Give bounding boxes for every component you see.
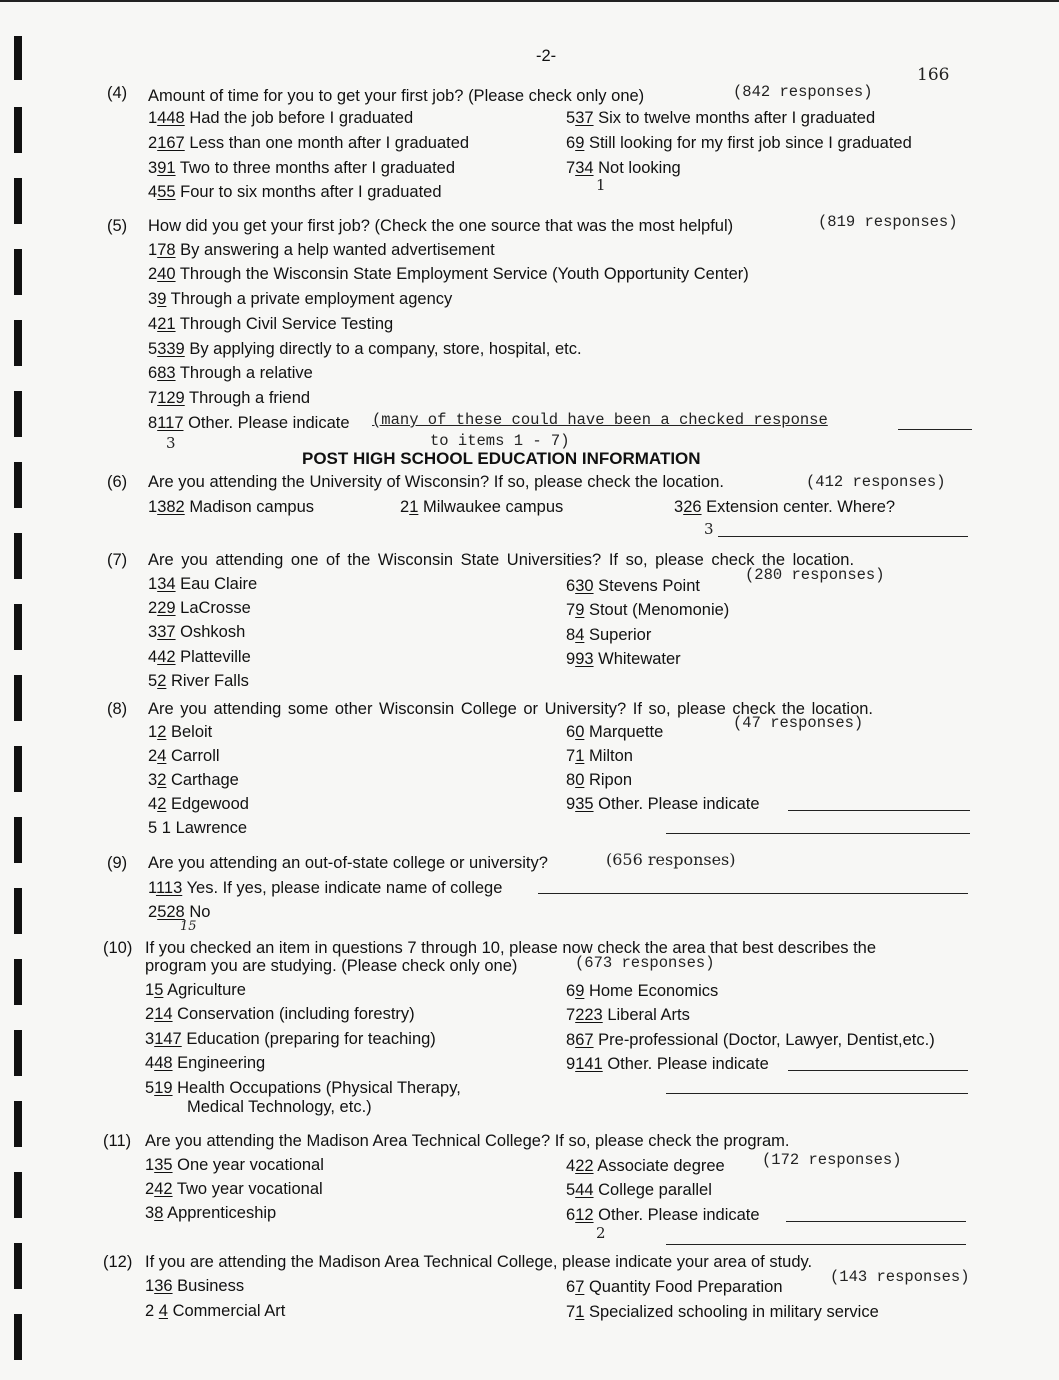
binding-mark (14, 675, 22, 721)
answer-line (666, 1244, 966, 1245)
answer-line (788, 1070, 968, 1071)
q11-responses: (172 responses) (762, 1151, 902, 1169)
q9-option: 1113 Yes. If yes, please indicate name of college (148, 879, 503, 897)
q5-option: 421 Through Civil Service Testing (148, 315, 394, 333)
q4-option: 69 Still looking for my first job since I graduated (566, 134, 912, 152)
q8-question: Are you attending some other Wisconsin College or University? If so, please check the location. (148, 700, 874, 718)
q5-option: 240 Through the Wisconsin State Employment Service (Youth Opportunity Center) (148, 265, 749, 283)
q10-option: 519 Health Occupations (Physical Therapy, (145, 1079, 461, 1097)
q10-option: 69 Home Economics (566, 982, 719, 1000)
q4-option: 391 Two to three months after I graduated (148, 159, 456, 177)
q5-other-note: (many of these could have been a checked response (372, 411, 828, 429)
q6-option: 21 Milwaukee campus (400, 498, 564, 516)
q10-question: If you checked an item in questions 7 through 10, please now check the area that best describes the (145, 939, 877, 957)
q4-option: 455 Four to six months after I graduated (148, 183, 442, 201)
q5-option: 8117 Other. Please indicate (148, 414, 350, 432)
q11-option: 242 Two year vocational (145, 1180, 323, 1198)
q8-option: 12 Beloit (148, 723, 213, 741)
q4-option: 537 Six to twelve months after I graduated (566, 109, 876, 127)
q12-option: 67 Quantity Food Preparation (566, 1278, 783, 1296)
q5-option: 7129 Through a friend (148, 389, 311, 407)
q11-option: 422 Associate degree (566, 1157, 725, 1175)
q4-number: (4) (107, 84, 128, 102)
q12-number: (12) (103, 1253, 133, 1271)
q5-other-note: to items 1 - 7) (430, 432, 570, 450)
q8-option: 80 Ripon (566, 771, 633, 789)
q6-note: 3 (704, 520, 714, 538)
q6-question: Are you attending the University of Wisconsin? If so, please check the location. (148, 473, 724, 491)
q4-option: 2167 Less than one month after I graduated (148, 134, 470, 152)
q12-option: 136 Business (145, 1277, 245, 1295)
top-border (0, 0, 1059, 2)
section-title: POST HIGH SCHOOL EDUCATION INFORMATION (302, 449, 701, 468)
q11-option: 38 Apprenticeship (145, 1204, 277, 1222)
answer-line (666, 833, 970, 834)
q4-question: Amount of time for you to get your first job? (Please check only one) (148, 87, 645, 105)
q10-number: (10) (103, 939, 133, 957)
page-number: -2- (536, 47, 557, 65)
q9-note: 15 (180, 919, 197, 934)
q7-option: 630 Stevens Point (566, 577, 700, 595)
q5-responses: (819 responses) (818, 213, 958, 231)
q4-note: 1 (596, 176, 606, 194)
q9-option: 2528 No (148, 903, 211, 921)
q8-number: (8) (107, 700, 128, 718)
q11-option: 135 One year vocational (145, 1156, 324, 1174)
q11-question: Are you attending the Madison Area Technical College? If so, please check the program. (145, 1132, 790, 1150)
binding-mark (14, 249, 22, 295)
binding-mark (14, 1101, 22, 1147)
q7-option: 84 Superior (566, 626, 652, 644)
binding-mark (14, 36, 22, 80)
q7-option: 79 Stout (Menomonie) (566, 601, 730, 619)
q7-option: 134 Eau Claire (148, 575, 258, 593)
q10-option: 15 Agriculture (145, 981, 246, 999)
binding-mark (14, 746, 22, 792)
q7-responses: (280 responses) (745, 566, 885, 584)
binding-mark (14, 1314, 22, 1360)
q10-responses: (673 responses) (575, 954, 715, 972)
q5-note: 3 (166, 434, 176, 452)
binding-mark (14, 604, 22, 650)
q6-responses: (412 responses) (806, 473, 946, 491)
q10-question: program you are studying. (Please check only one) (145, 957, 518, 975)
q5-option: 39 Through a private employment agency (148, 290, 453, 308)
q10-option: 3147 Education (preparing for teaching) (145, 1030, 436, 1048)
q9-responses: (656 responses) (606, 850, 736, 869)
answer-line (788, 810, 970, 811)
binding-mark (14, 391, 22, 437)
q7-option: 337 Oshkosh (148, 623, 246, 641)
binding-mark (14, 1243, 22, 1289)
answer-line (666, 1093, 968, 1094)
q10-option: 7223 Liberal Arts (566, 1006, 690, 1024)
q5-question: How did you get your first job? (Check the one source that was the most helpful) (148, 217, 734, 235)
q5-option: 5339 By applying directly to a company, store, hospital, etc. (148, 340, 582, 358)
q8-option: 935 Other. Please indicate (566, 795, 760, 813)
q5-option: 683 Through a relative (148, 364, 313, 382)
answer-line (786, 1221, 966, 1222)
q5-option: 178 By answering a help wanted advertisement (148, 241, 495, 259)
binding-mark (14, 462, 22, 508)
q8-responses: (47 responses) (733, 714, 864, 732)
q8-option: 5 1 Lawrence (148, 819, 248, 837)
binding-mark (14, 107, 22, 153)
q11-number: (11) (103, 1132, 132, 1150)
answer-line (718, 536, 968, 537)
q11-option: 544 College parallel (566, 1181, 712, 1199)
q11-option: 612 Other. Please indicate (566, 1206, 760, 1224)
q7-option: 229 LaCrosse (148, 599, 251, 617)
binding-mark (14, 888, 22, 934)
q10-option: 448 Engineering (145, 1054, 266, 1072)
binding-mark (14, 1172, 22, 1218)
q8-option: 60 Marquette (566, 723, 664, 741)
binding-mark (14, 320, 22, 366)
q10-option: 9141 Other. Please indicate (566, 1055, 769, 1073)
binding-mark (14, 533, 22, 579)
binding-mark (14, 178, 22, 224)
q12-question: If you are attending the Madison Area Technical College, please indicate your area of study. (145, 1253, 813, 1271)
binding-mark (14, 959, 22, 1005)
q8-option: 24 Carroll (148, 747, 220, 765)
q12-option: 71 Specialized schooling in military service (566, 1303, 879, 1321)
q6-number: (6) (107, 473, 128, 491)
q8-option: 42 Edgewood (148, 795, 249, 813)
page-stamp: 166 (917, 65, 950, 85)
binding-mark (14, 817, 22, 863)
q6-option: 326 Extension center. Where? (674, 498, 896, 516)
q11-note: 2 (596, 1224, 606, 1242)
q7-question: Are you attending one of the Wisconsin State Universities? If so, please check the location. (148, 551, 855, 569)
q4-option: 734 Not looking (566, 159, 681, 177)
q7-option: 52 River Falls (148, 672, 249, 690)
q4-responses: (842 responses) (733, 83, 873, 101)
q7-option: 993 Whitewater (566, 650, 681, 668)
q8-option: 71 Milton (566, 747, 633, 765)
q8-option: 32 Carthage (148, 771, 239, 789)
answer-line (898, 429, 972, 430)
q6-option: 1382 Madison campus (148, 498, 315, 516)
q9-number: (9) (107, 854, 128, 872)
q5-number: (5) (107, 217, 128, 235)
q9-question: Are you attending an out-of-state college or university? (148, 854, 548, 872)
q7-option: 442 Platteville (148, 648, 251, 666)
q7-number: (7) (107, 551, 128, 569)
binding-mark (14, 1030, 22, 1076)
q4-option: 1448 Had the job before I graduated (148, 109, 414, 127)
q12-responses: (143 responses) (830, 1268, 970, 1286)
q12-option: 2 4 Commercial Art (145, 1302, 286, 1320)
answer-line (538, 893, 968, 894)
q10-option-cont: Medical Technology, etc.) (187, 1098, 372, 1116)
q10-option: 867 Pre-professional (Doctor, Lawyer, Dentist,etc.) (566, 1031, 935, 1049)
q10-option: 214 Conservation (including forestry) (145, 1005, 415, 1023)
